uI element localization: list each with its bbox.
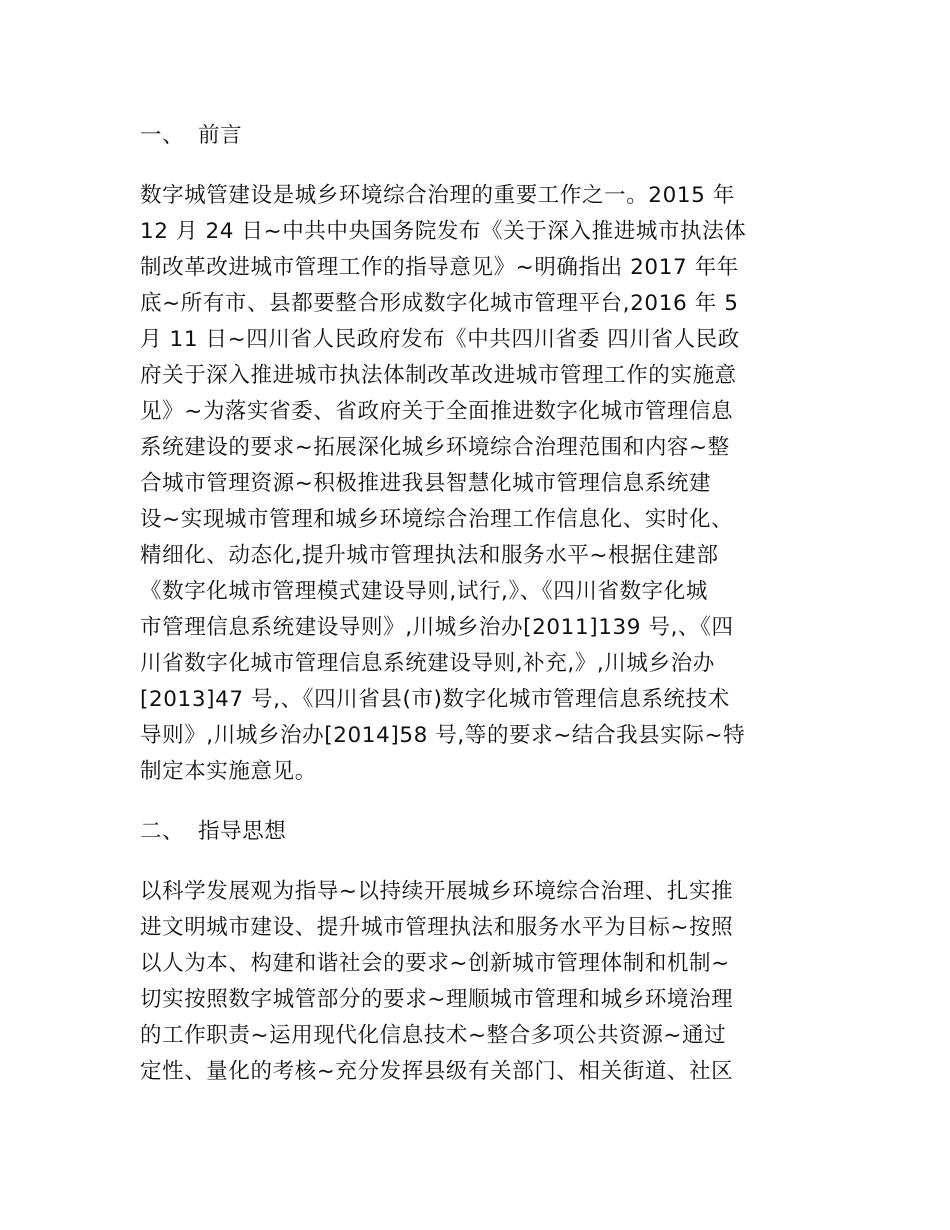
paragraph-line: 见》~为落实省委、省政府关于全面推进数字化城市管理信息 bbox=[140, 399, 734, 424]
paragraph-line: 月 11 日~四川省人民政府发布《中共四川省委 四川省人民政 bbox=[140, 327, 740, 352]
paragraph-line: 制定本实施意见。 bbox=[140, 759, 317, 784]
paragraph-line: [2013]47 号,、《四川省县(市)数字化城市管理信息系统技术 bbox=[140, 687, 730, 712]
paragraph-line: 《数字化城市管理模式建设导则,试行,》、《四川省数字化城 bbox=[140, 579, 708, 604]
section-number: 二、 bbox=[140, 819, 185, 844]
paragraph-line: 合城市管理资源~积极推进我县智慧化城市管理信息系统建 bbox=[140, 471, 712, 496]
guiding-thought-paragraph bbox=[140, 874, 812, 1090]
section-title: 指导思想 bbox=[198, 819, 287, 844]
paragraph-line: 数字城管建设是城乡环境综合治理的重要工作之一。2015 年 bbox=[140, 183, 735, 208]
paragraph-line: 定性、量化的考核~充分发挥县级有关部门、相关街道、社区 bbox=[140, 1059, 734, 1084]
paragraph-line: 系统建设的要求~拓展深化城乡环境综合治理范围和内容~整 bbox=[140, 435, 730, 460]
paragraph-line: 设~实现城市管理和城乡环境综合治理工作信息化、实时化、 bbox=[140, 507, 734, 532]
section-heading-guiding-thought bbox=[140, 814, 812, 850]
paragraph-line: 进文明城市建设、提升城市管理执法和服务水平为目标~按照 bbox=[140, 915, 734, 940]
paragraph-line: 的工作职责~运用现代化信息技术~整合多项公共资源~通过 bbox=[140, 1023, 727, 1048]
paragraph-line: 以科学发展观为指导~以持续开展城乡环境综合治理、扎实推 bbox=[140, 879, 734, 904]
paragraph-line: 府关于深入推进城市执法体制改革改进城市管理工作的实施意 bbox=[140, 363, 737, 388]
section-number: 一、 bbox=[140, 123, 185, 148]
paragraph-line: 导则》,川城乡治办[2014]58 号,等的要求~结合我县实际~特 bbox=[140, 723, 746, 748]
document-body bbox=[140, 118, 812, 1114]
preface-paragraph bbox=[140, 178, 812, 790]
paragraph-line: 制改革改进城市管理工作的指导意见》~明确指出 2017 年年 bbox=[140, 255, 739, 280]
section-title: 前言 bbox=[198, 123, 243, 148]
paragraph-line: 川省数字化城市管理信息系统建设导则,补充,》,川城乡治办 bbox=[140, 651, 715, 676]
paragraph-line: 切实按照数字城管部分的要求~理顺城市管理和城乡环境治理 bbox=[140, 987, 734, 1012]
section-heading-preface bbox=[140, 118, 812, 154]
paragraph-line: 12 月 24 日~中共中央国务院发布《关于深入推进城市执法体 bbox=[140, 219, 747, 244]
paragraph-line: 市管理信息系统建设导则》,川城乡治办[2011]139 号,、《四 bbox=[140, 615, 734, 640]
paragraph-line: 精细化、动态化,提升城市管理执法和服务水平~根据住建部 bbox=[140, 543, 719, 568]
paragraph-line: 以人为本、构建和谐社会的要求~创新城市管理体制和机制~ bbox=[140, 951, 730, 976]
paragraph-line: 底~所有市、县都要整合形成数字化城市管理平台,2016 年 5 bbox=[140, 291, 739, 316]
